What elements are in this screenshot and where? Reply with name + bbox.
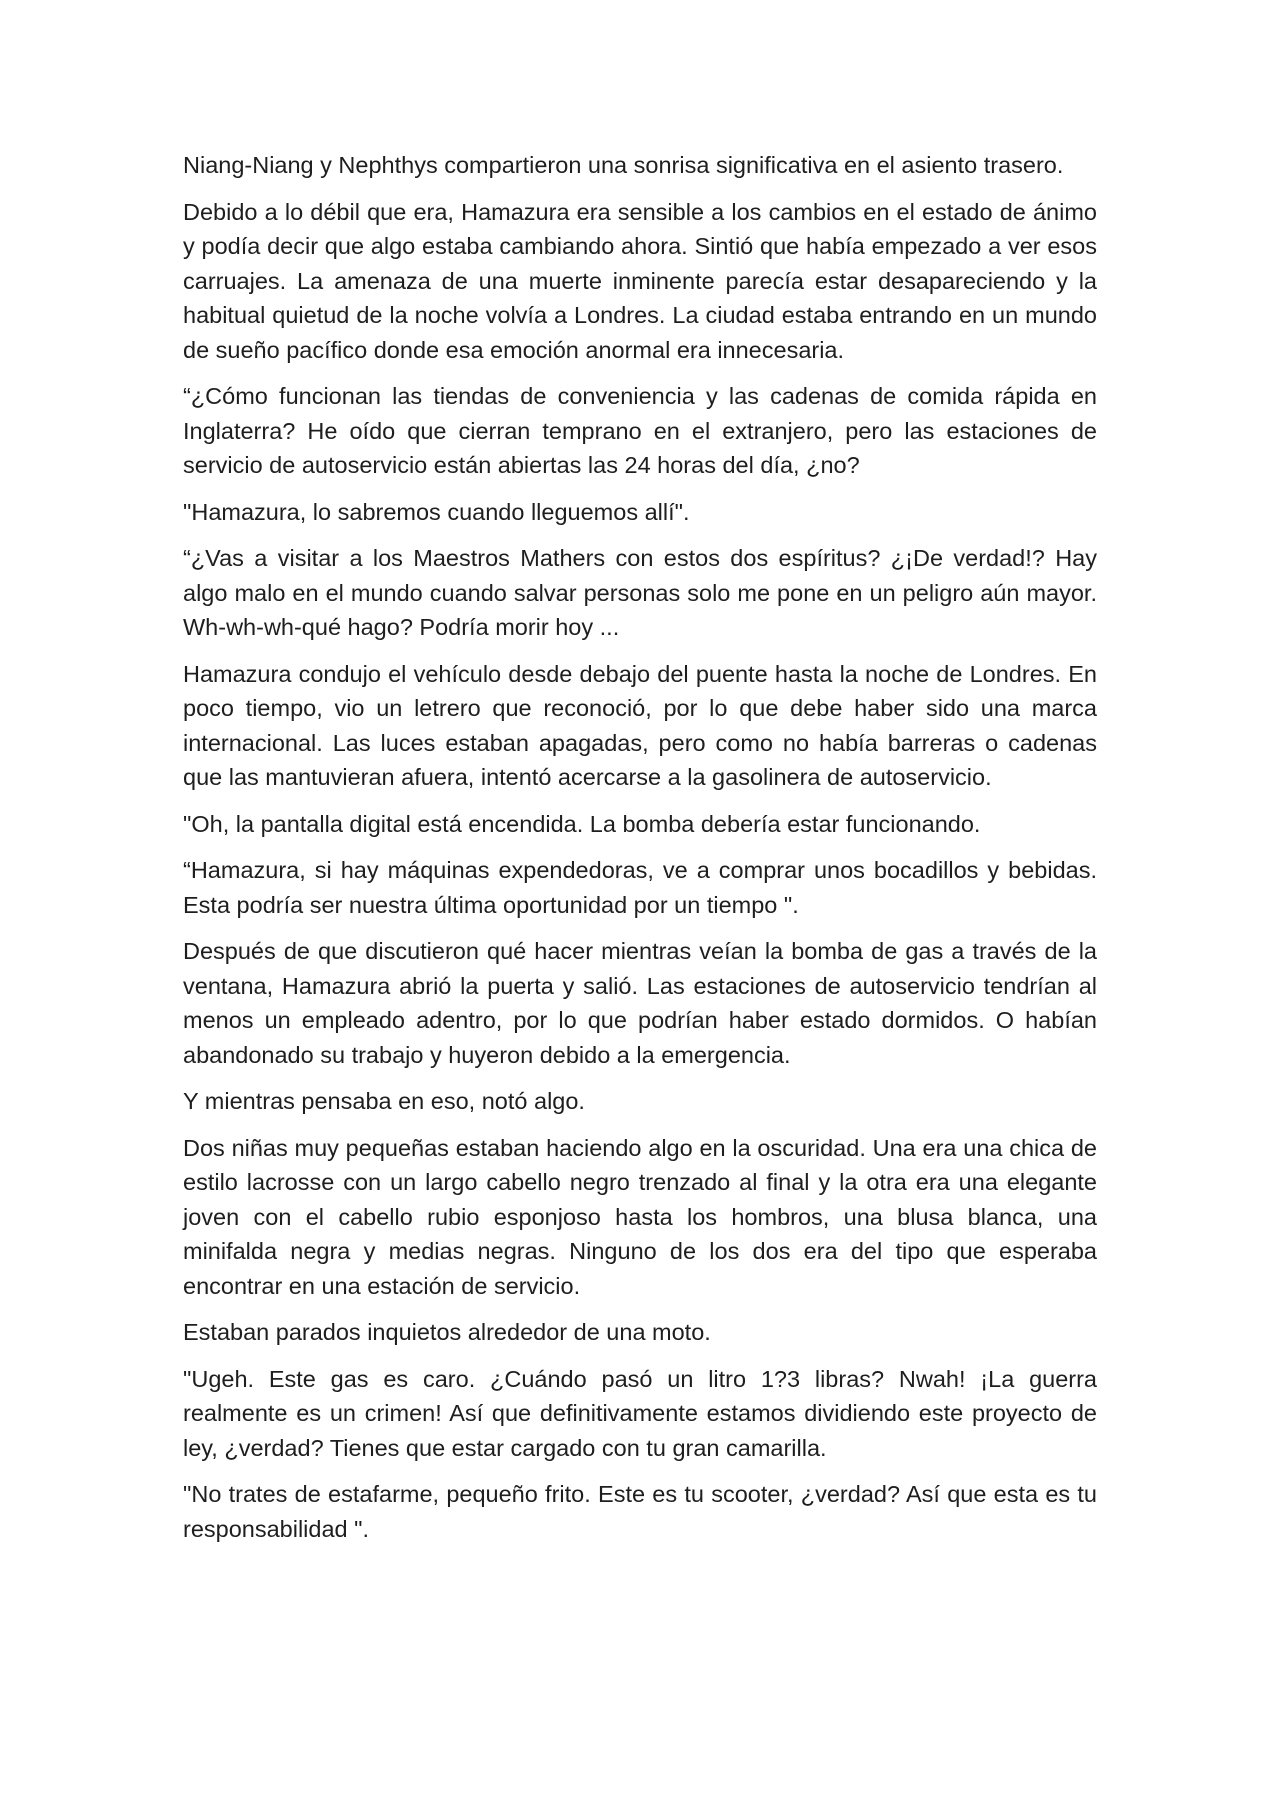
paragraph-13: "Ugeh. Este gas es caro. ¿Cuándo pasó un litro 1?3 libras? Nwah! ¡La guerra realmente es un crimen! Así que definitivamente estamos dividiendo este proyecto de ley, ¿verdad? Tienes que estar cargado con tu gran camarilla. bbox=[183, 1365, 1097, 1461]
document-body bbox=[183, 148, 1097, 1558]
paragraph-2: Debido a lo débil que era, Hamazura era sensible a los cambios en el estado de ánimo y podía decir que algo estaba cambiando ahora. Sintió que había empezado a ver esos carruajes. La amenaza de una muerte inminente parecía estar desapareciendo y la habitual quietud de la noche volvía a Londres. La ciudad estaba entrando en un mundo de sueño pacífico donde esa emoción anormal era innecesaria. bbox=[183, 198, 1097, 363]
paragraph-1: Niang-Niang y Nephthys compartieron una sonrisa significativa en el asiento trasero. bbox=[183, 152, 1064, 178]
paragraph-12: Estaban parados inquietos alrededor de una moto. bbox=[183, 1319, 711, 1345]
paragraph-4: "Hamazura, lo sabremos cuando lleguemos allí". bbox=[183, 498, 690, 525]
paragraph-10: Y mientras pensaba en eso, notó algo. bbox=[183, 1088, 585, 1114]
paragraph-7: "Oh, la pantalla digital está encendida. La bomba debería estar funcionando. bbox=[183, 810, 981, 837]
paragraph-8: “Hamazura, si hay máquinas expendedoras, ve a comprar unos bocadillos y bebidas. Esta podría ser nuestra última oportunidad por un tiempo ". bbox=[183, 857, 1097, 918]
paragraph-3: “¿Cómo funcionan las tiendas de conveniencia y las cadenas de comida rápida en Inglaterra? He oído que cierran temprano en el extranjero, pero las estaciones de servicio de autoservicio están abiertas las 24 horas del día, ¿no? bbox=[183, 383, 1097, 478]
paragraph-11: Dos niñas muy pequeñas estaban haciendo algo en la oscuridad. Una era una chica de estilo lacrosse con un largo cabello negro trenzado al final y la otra era una elegante joven con el cabello rubio esponjoso hasta los hombros, una blusa blanca, una minifalda negra y medias negras. Ninguno de los dos era del tipo que esperaba encontrar en una estación de servicio. bbox=[183, 1134, 1097, 1299]
paragraph-5: “¿Vas a visitar a los Maestros Mathers con estos dos espíritus? ¿¡De verdad!? Hay algo malo en el mundo cuando salvar personas solo me pone en un peligro aún mayor. Wh-wh-wh-qué hago? Podría morir hoy ... bbox=[183, 545, 1097, 640]
paragraph-6: Hamazura condujo el vehículo desde debajo del puente hasta la noche de Londres. En poco tiempo, vio un letrero que reconoció, por lo que debe haber sido una marca internacional. Las luces estaban apagadas, pero como no había barreras o cadenas que las mantuvieran afuera, intentó acercarse a la gasolinera de autoservicio. bbox=[183, 660, 1097, 790]
paragraph-14: "No trates de estafarme, pequeño frito. Este es tu scooter, ¿verdad? Así que esta es tu responsabilidad ". bbox=[183, 1481, 1097, 1542]
paragraph-9: Después de que discutieron qué hacer mientras veían la bomba de gas a través de la ventana, Hamazura abrió la puerta y salió. Las estaciones de autoservicio tendrían al menos un empleado adentro, por lo que podrían haber estado dormidos. O habían abandonado su trabajo y huyeron debido a la emergencia. bbox=[183, 938, 1097, 1068]
